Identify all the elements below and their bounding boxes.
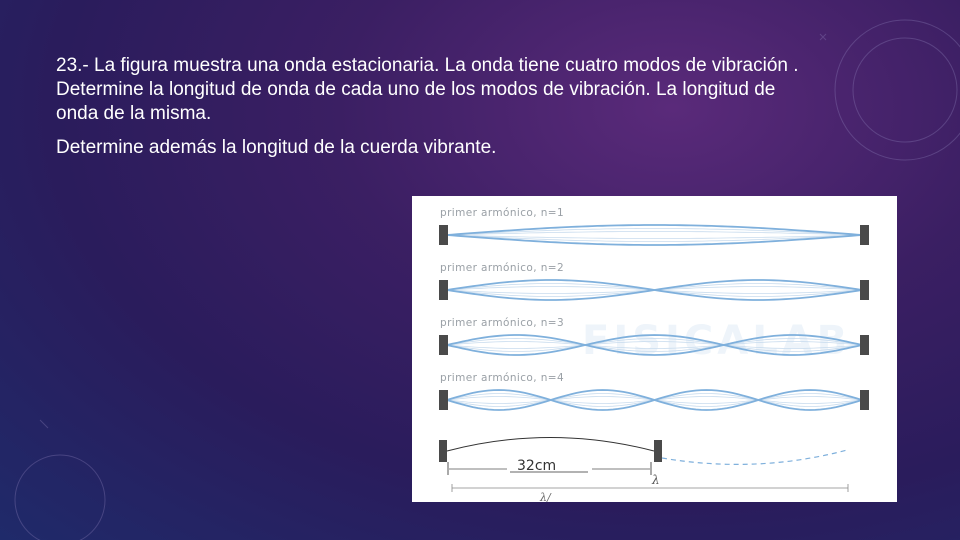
- wave-curve: [447, 280, 862, 300]
- right-post: [860, 280, 869, 300]
- right-post-bottom: [654, 440, 662, 462]
- mode-label: primer armónico, n=2: [440, 262, 565, 274]
- mode-label: primer armónico, n=3: [440, 317, 565, 329]
- mode-label: primer armónico, n=4: [440, 372, 565, 384]
- half-wave-dashed: [662, 450, 847, 464]
- left-post: [439, 280, 448, 300]
- watermark: FISICALAB: [582, 318, 852, 364]
- mode-label: primer armónico, n=1: [440, 207, 565, 219]
- lambda-label: λ: [652, 473, 660, 487]
- right-post: [860, 335, 869, 355]
- problem-text: [56, 54, 816, 160]
- half-wave-arc: [447, 438, 654, 452]
- standing-wave-diagram: [412, 196, 897, 502]
- wave-curve: [447, 390, 862, 410]
- half-lambda-label: λ/: [540, 491, 551, 502]
- left-post: [439, 225, 448, 245]
- right-post: [860, 390, 869, 410]
- length-label: 32cm: [517, 458, 557, 474]
- problem-statement: 23.- La figura muestra una onda estacionaria. La onda tiene cuatro modos de vibración . Determine la longitud de onda de cada uno de los modos de vibración. La longitud de onda de la misma.: [56, 55, 799, 124]
- mode-2: [439, 262, 869, 300]
- problem-question: Determine además la longitud de la cuerda vibrante.: [56, 137, 497, 158]
- standing-wave-figure: [412, 196, 897, 502]
- left-post: [439, 390, 448, 410]
- mode-4: [439, 372, 869, 410]
- left-post-bottom: [439, 440, 447, 462]
- mode-1: [439, 207, 869, 245]
- left-post: [439, 335, 448, 355]
- right-post: [860, 225, 869, 245]
